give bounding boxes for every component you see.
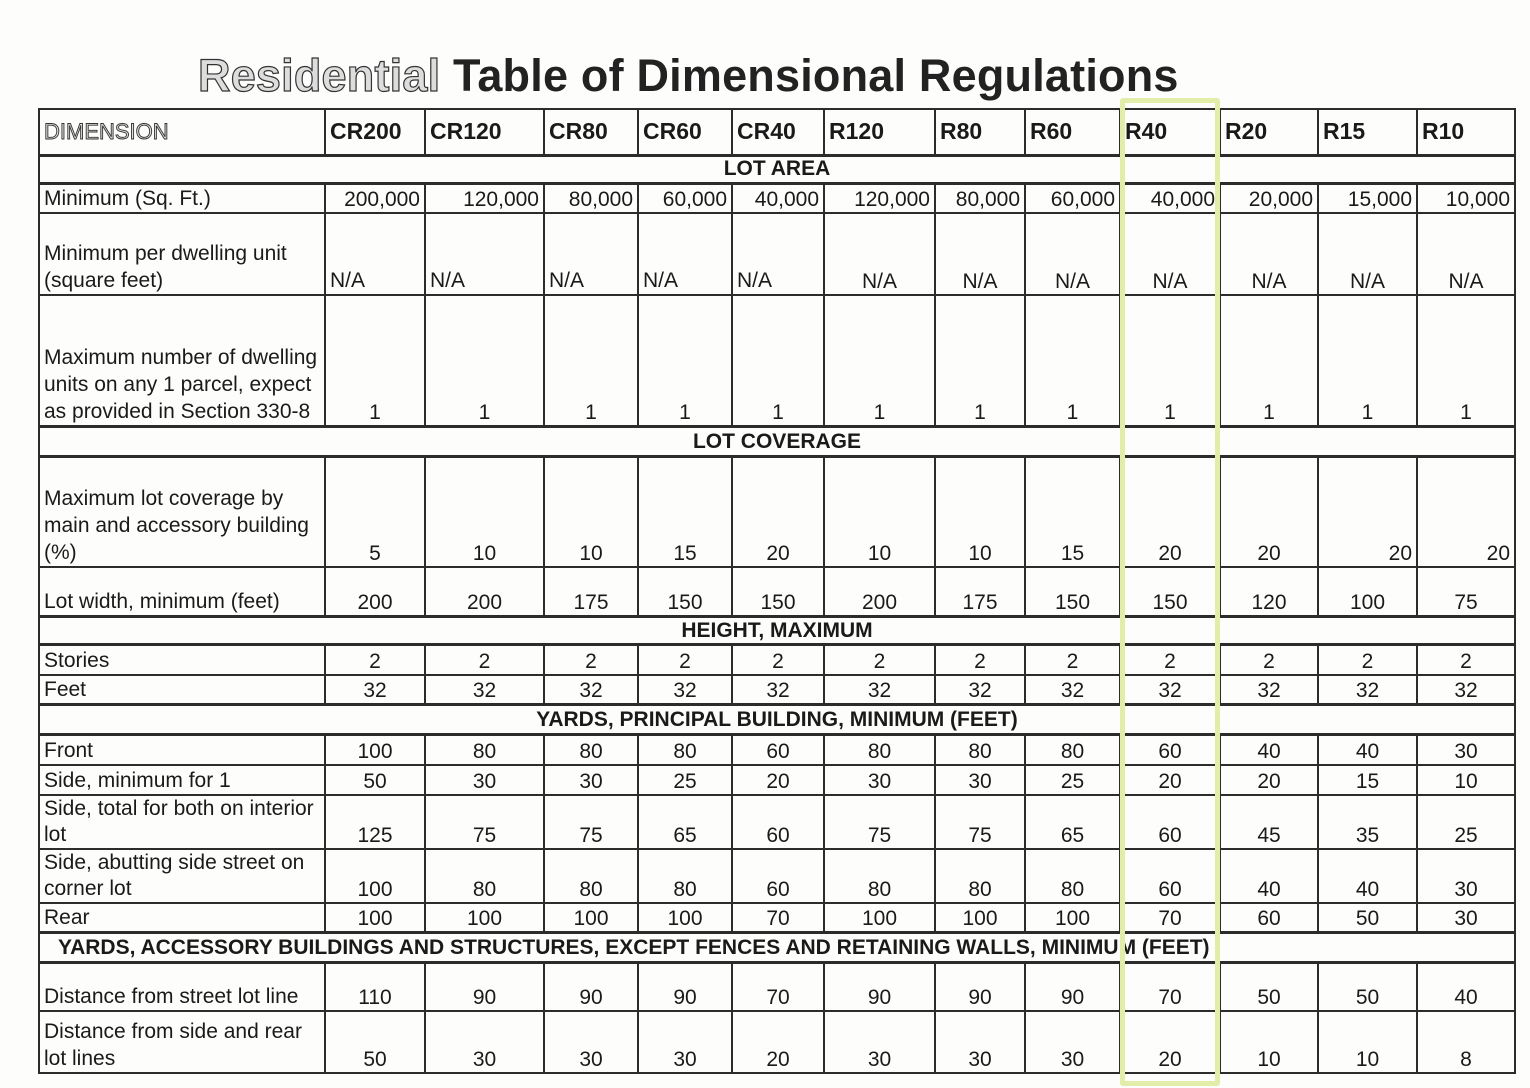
table-cell: 1 [1417,295,1515,427]
row-label: Distance from side and rear lot lines [39,1011,325,1073]
table-cell: 25 [1025,765,1120,795]
table-cell: 60 [732,849,824,903]
table-cell: 60,000 [638,183,732,213]
table-cell: 2 [824,645,935,675]
table-cell: 2 [425,645,544,675]
section-title: LOT AREA [39,155,1515,183]
table-row [39,457,1515,567]
table-cell: 90 [425,963,544,1011]
table-cell: 32 [638,675,732,705]
page-title [198,50,1179,102]
table-cell: 50 [1318,963,1417,1011]
header-district-cr60: CR60 [638,109,732,155]
table-cell: 70 [732,963,824,1011]
table-cell: 80 [425,849,544,903]
table-cell: 2 [1220,645,1318,675]
table-cell: 30 [1417,735,1515,765]
header-district-r10: R10 [1417,109,1515,155]
table-cell: 32 [544,675,638,705]
table-row [39,183,1515,213]
table-cell: 1 [425,295,544,427]
header-district-r120: R120 [824,109,935,155]
table-cell: 50 [325,1011,425,1073]
table-cell: 100 [425,903,544,933]
table-cell: 60 [1120,849,1220,903]
table-cell: N/A [935,213,1025,295]
table-cell: 20 [1417,457,1515,567]
table-cell: 35 [1318,795,1417,849]
table-cell: 1 [1220,295,1318,427]
table-row [39,849,1515,903]
row-label: Minimum (Sq. Ft.) [39,183,325,213]
table-cell: 100 [325,735,425,765]
table-cell: N/A [1220,213,1318,295]
table-cell: 1 [1120,295,1220,427]
table-row [39,903,1515,933]
table-cell: 2 [732,645,824,675]
table-cell: 120 [1220,567,1318,617]
table-cell: N/A [1417,213,1515,295]
table-cell: 80 [1025,735,1120,765]
table-cell: 20 [732,457,824,567]
table-cell: 150 [732,567,824,617]
table-cell: 60 [1120,735,1220,765]
table-cell: 175 [544,567,638,617]
table-cell: 80 [425,735,544,765]
table-cell: 100 [325,903,425,933]
table-cell: 15 [1025,457,1120,567]
table-cell: 40 [1318,849,1417,903]
table-cell: 200 [325,567,425,617]
table-cell: 32 [425,675,544,705]
table-cell: 10,000 [1417,183,1515,213]
table-cell: 20 [1220,457,1318,567]
table-cell: 80 [824,735,935,765]
table-cell: 1 [732,295,824,427]
row-label: Maximum number of dwelling units on any 1 parcel, expect as provided in Section 330-8 [39,295,325,427]
table-cell: 80 [935,849,1025,903]
table-cell: 30 [425,765,544,795]
title-word-residential: Residential [198,50,441,101]
table-cell: 8 [1417,1011,1515,1073]
table-cell: 75 [1417,567,1515,617]
table-cell: 120,000 [824,183,935,213]
table-cell: 32 [1220,675,1318,705]
table-cell: 32 [1318,675,1417,705]
table-cell: 40 [1318,735,1417,765]
table-cell: 60 [1120,795,1220,849]
table-cell: 100 [935,903,1025,933]
header-district-r40: R40 [1120,109,1220,155]
table-cell: 5 [325,457,425,567]
table-cell: N/A [732,213,824,295]
table-cell: 2 [325,645,425,675]
table-cell: 10 [425,457,544,567]
table-cell: 70 [732,903,824,933]
table-cell: 60 [1220,903,1318,933]
header-district-r20: R20 [1220,109,1318,155]
table-cell: 150 [1120,567,1220,617]
table-cell: 2 [1318,645,1417,675]
table-cell: 60 [732,795,824,849]
row-label: Stories [39,645,325,675]
table-cell: 20,000 [1220,183,1318,213]
table-row [39,675,1515,705]
table-cell: 100 [544,903,638,933]
section-title: HEIGHT, MAXIMUM [39,617,1515,645]
table-cell: 2 [1025,645,1120,675]
table-cell: 32 [1417,675,1515,705]
table-cell: 20 [1120,765,1220,795]
table-row [39,765,1515,795]
table-cell: 1 [325,295,425,427]
header-district-r60: R60 [1025,109,1120,155]
table-cell: 20 [732,765,824,795]
table-cell: 10 [824,457,935,567]
table-cell: 40,000 [732,183,824,213]
table-cell: 20 [1120,457,1220,567]
header-district-cr80: CR80 [544,109,638,155]
table-cell: 80 [935,735,1025,765]
dimensional-regulations-table [38,108,1516,1074]
table-cell: 70 [1120,963,1220,1011]
table-cell: 60 [732,735,824,765]
header-district-cr120: CR120 [425,109,544,155]
table-cell: 1 [1318,295,1417,427]
table-row [39,1011,1515,1073]
table-cell: 45 [1220,795,1318,849]
table-cell: 75 [544,795,638,849]
table-row [39,567,1515,617]
table-cell: 30 [935,1011,1025,1073]
table-cell: N/A [1120,213,1220,295]
table-cell: 25 [1417,795,1515,849]
table-cell: 75 [425,795,544,849]
table-cell: 30 [638,1011,732,1073]
table-cell: 20 [732,1011,824,1073]
table-cell: N/A [544,213,638,295]
table-cell: 1 [935,295,1025,427]
row-label: Lot width, minimum (feet) [39,567,325,617]
table-cell: 100 [1025,903,1120,933]
table-cell: N/A [824,213,935,295]
table-cell: 80,000 [544,183,638,213]
section-title: LOT COVERAGE [39,427,1515,457]
row-label: Maximum lot coverage by main and accessory building (%) [39,457,325,567]
table-cell: 20 [1120,1011,1220,1073]
table-cell: 125 [325,795,425,849]
table-cell: 80 [638,849,732,903]
table-cell: 80 [544,849,638,903]
table-cell: 80 [544,735,638,765]
table-cell: 10 [544,457,638,567]
table-cell: 32 [732,675,824,705]
table-cell: 90 [824,963,935,1011]
table-cell: 2 [638,645,732,675]
table-cell: 50 [1318,903,1417,933]
table-row [39,645,1515,675]
row-label: Side, abutting side street on corner lot [39,849,325,903]
table-row [39,735,1515,765]
table-cell: 50 [1220,963,1318,1011]
table-cell: 30 [824,765,935,795]
table-cell: N/A [1318,213,1417,295]
table-cell: 1 [544,295,638,427]
row-label: Feet [39,675,325,705]
table-cell: 90 [935,963,1025,1011]
table-cell: 32 [325,675,425,705]
section-title: YARDS, ACCESSORY BUILDINGS AND STRUCTURES, EXCEPT FENCES AND RETAINING WALLS, MINIMUM (FEET) [39,933,1515,963]
table-cell: 200 [425,567,544,617]
table-cell: 2 [935,645,1025,675]
table-cell: 30 [1417,849,1515,903]
table-cell: 100 [325,849,425,903]
table-cell: N/A [325,213,425,295]
table-cell: 15 [638,457,732,567]
table-cell: 20 [1220,765,1318,795]
table-cell: 30 [935,765,1025,795]
table-row [39,963,1515,1011]
table-cell: 65 [1025,795,1120,849]
table-cell: 100 [638,903,732,933]
table-cell: 2 [1120,645,1220,675]
table-cell: 30 [544,1011,638,1073]
table-cell: 40,000 [1120,183,1220,213]
table-cell: 100 [824,903,935,933]
table-cell: 32 [824,675,935,705]
row-label: Distance from street lot line [39,963,325,1011]
header-district-cr200: CR200 [325,109,425,155]
table-cell: 32 [935,675,1025,705]
row-label: Side, minimum for 1 [39,765,325,795]
table-cell: 1 [638,295,732,427]
table-cell: 30 [824,1011,935,1073]
header-dimension: DIMENSION [39,109,325,155]
row-label: Rear [39,903,325,933]
row-label: Minimum per dwelling unit (square feet) [39,213,325,295]
table-cell: 90 [638,963,732,1011]
table-cell: 10 [1417,765,1515,795]
table-cell: 32 [1025,675,1120,705]
table-cell: 75 [935,795,1025,849]
table-cell: 2 [1417,645,1515,675]
table-cell: N/A [638,213,732,295]
table-cell: 30 [1417,903,1515,933]
header-district-r15: R15 [1318,109,1417,155]
table-cell: 30 [425,1011,544,1073]
table-cell: 2 [544,645,638,675]
title-rest: Table of Dimensional Regulations [440,50,1179,101]
table-cell: 200,000 [325,183,425,213]
table-cell: 200 [824,567,935,617]
table-cell: 150 [638,567,732,617]
table-cell: 1 [1025,295,1120,427]
row-label: Side, total for both on interior lot [39,795,325,849]
table-row [39,213,1515,295]
table-cell: 90 [544,963,638,1011]
table-cell: 50 [325,765,425,795]
table-cell: N/A [1025,213,1120,295]
table-cell: 10 [935,457,1025,567]
table-row [39,795,1515,849]
table-cell: 65 [638,795,732,849]
section-title: YARDS, PRINCIPAL BUILDING, MINIMUM (FEET) [39,705,1515,735]
table-cell: 80,000 [935,183,1025,213]
table-cell: 175 [935,567,1025,617]
row-label: Front [39,735,325,765]
header-district-r80: R80 [935,109,1025,155]
table-cell: 40 [1220,735,1318,765]
table-cell: 150 [1025,567,1120,617]
table-cell: 120,000 [425,183,544,213]
table-cell: 100 [1318,567,1417,617]
table-cell: 90 [1025,963,1120,1011]
table-cell: 30 [1025,1011,1120,1073]
table-cell: 1 [824,295,935,427]
table-cell: 110 [325,963,425,1011]
table-cell: 25 [638,765,732,795]
table-cell: 15 [1318,765,1417,795]
table-cell: N/A [425,213,544,295]
header-district-cr40: CR40 [732,109,824,155]
table-cell: 80 [638,735,732,765]
table-cell: 20 [1318,457,1417,567]
table-cell: 15,000 [1318,183,1417,213]
table-cell: 60,000 [1025,183,1120,213]
table-cell: 40 [1417,963,1515,1011]
table-cell: 70 [1120,903,1220,933]
table-cell: 80 [1025,849,1120,903]
table-row [39,295,1515,427]
table-cell: 32 [1120,675,1220,705]
table-cell: 75 [824,795,935,849]
table-cell: 10 [1220,1011,1318,1073]
table-cell: 30 [544,765,638,795]
table-cell: 10 [1318,1011,1417,1073]
table-cell: 80 [824,849,935,903]
table-cell: 40 [1220,849,1318,903]
